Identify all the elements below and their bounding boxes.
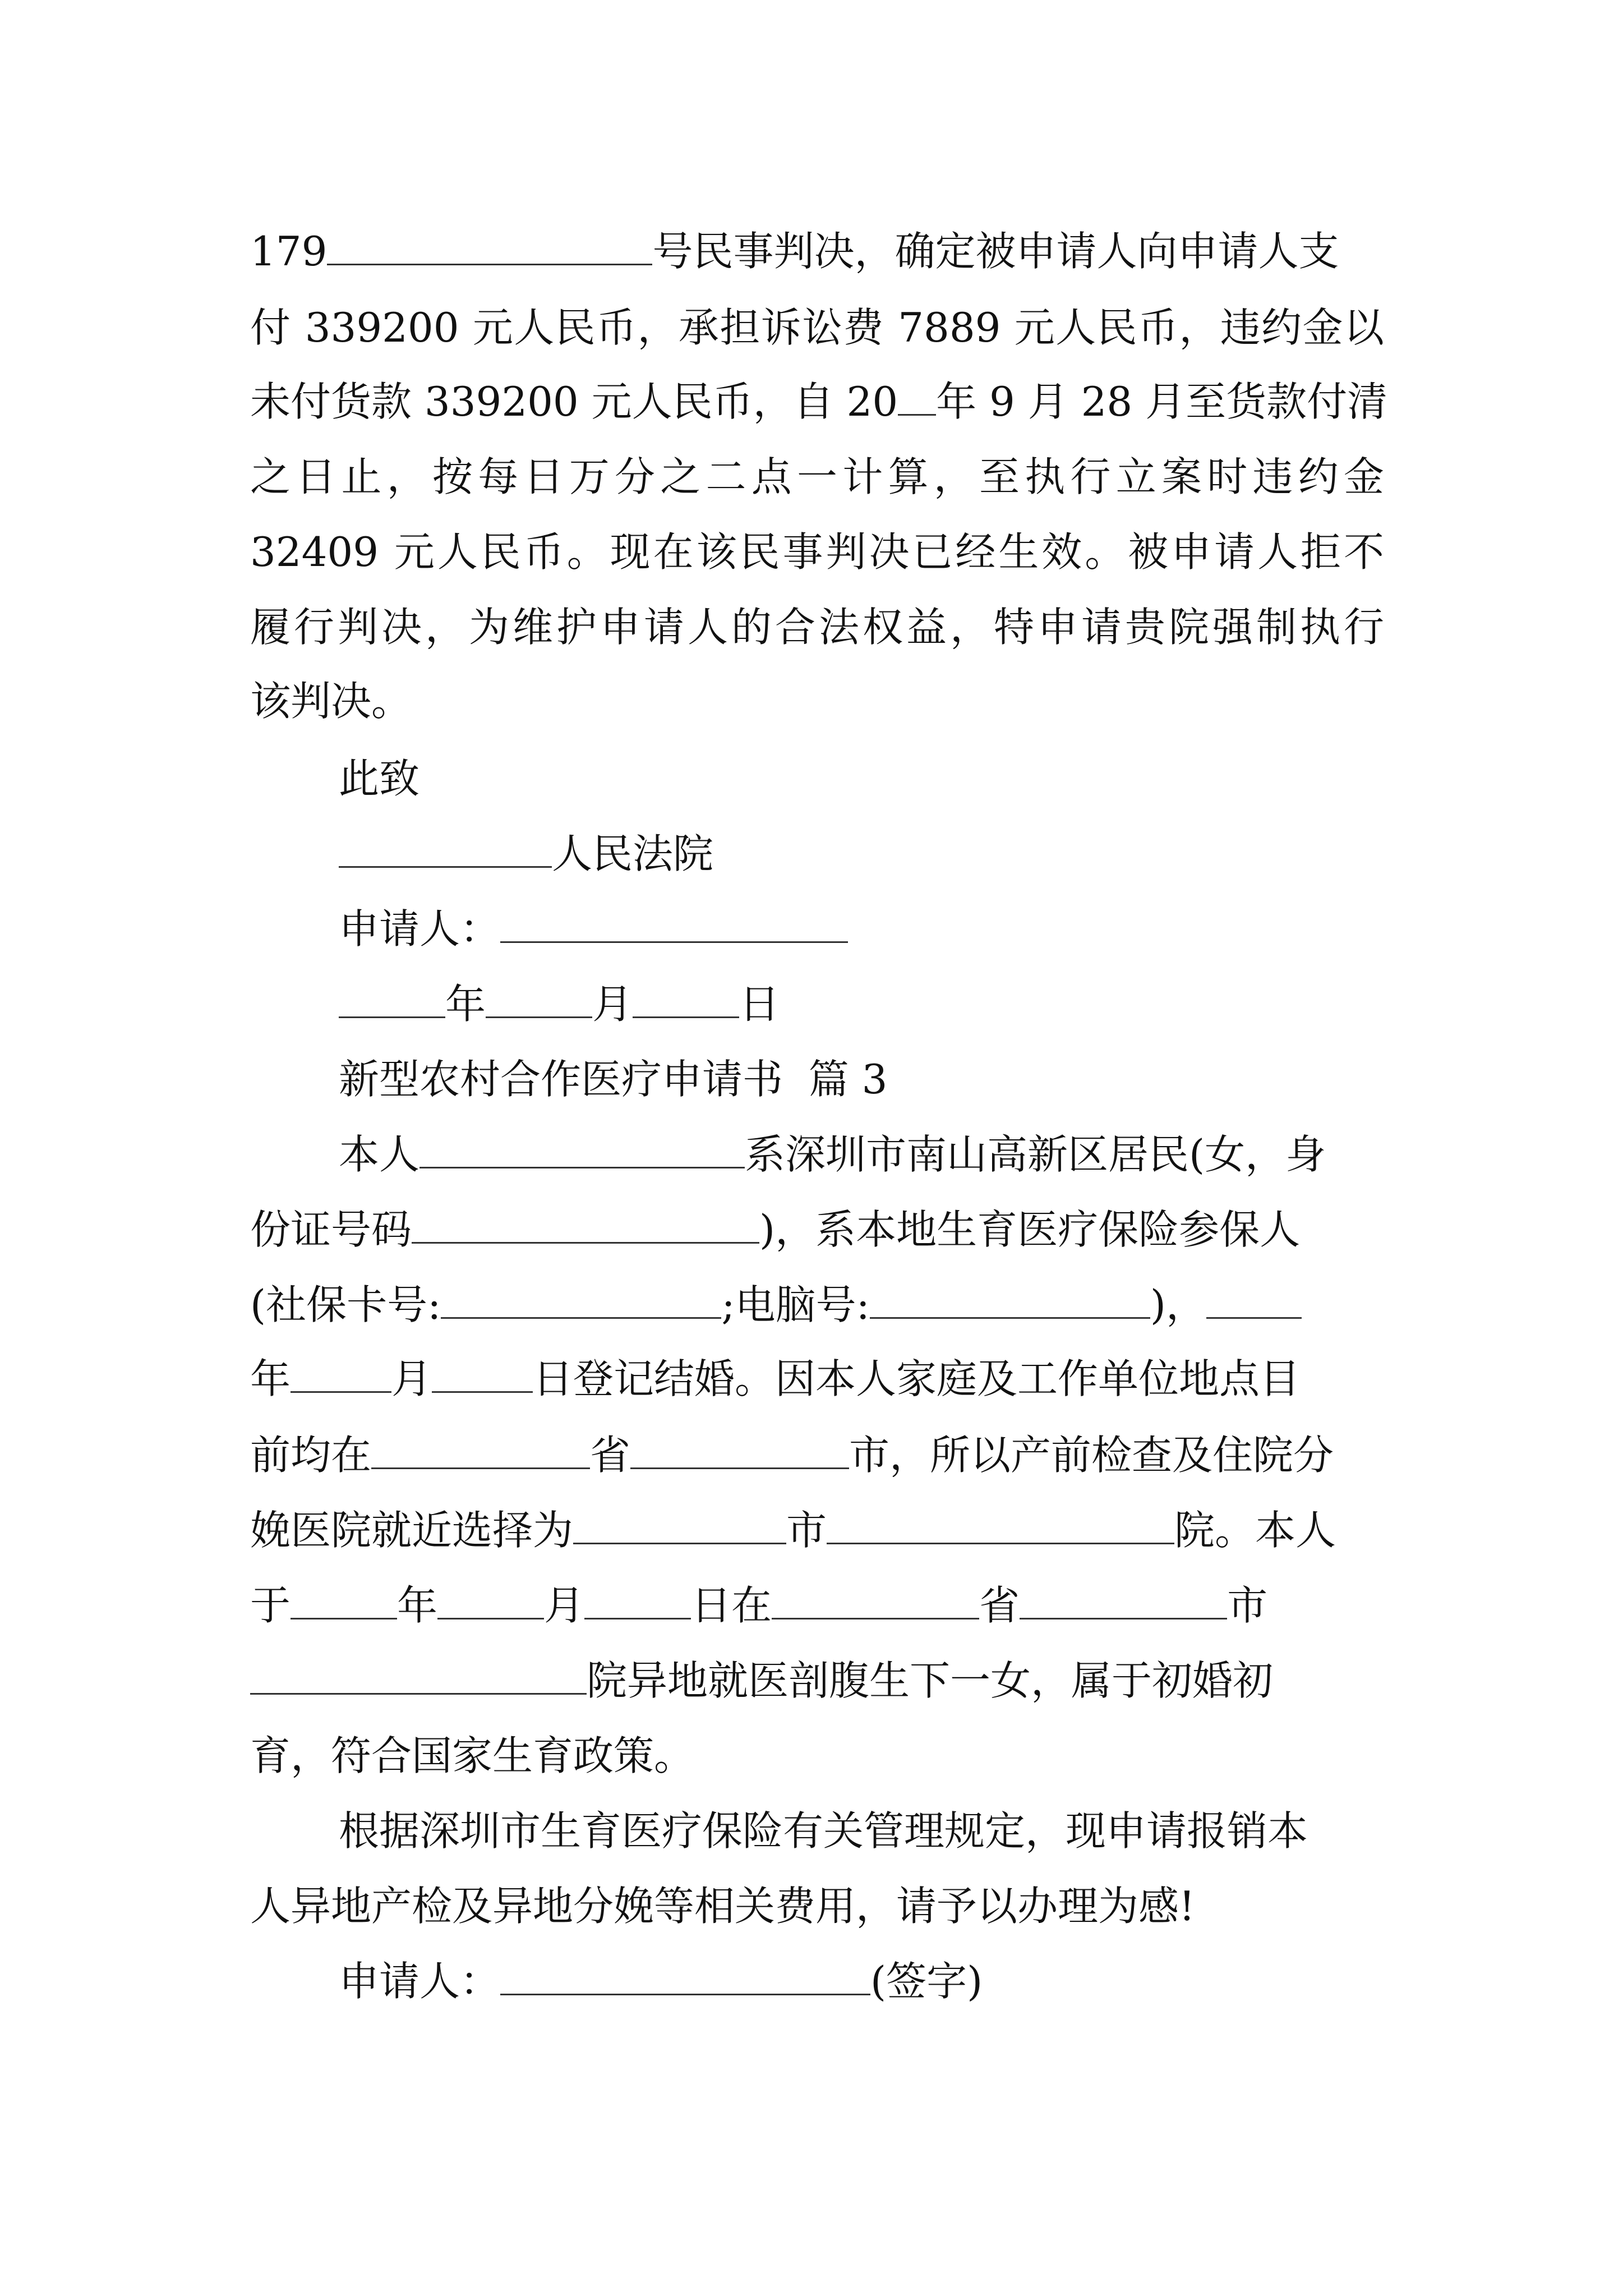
blank-field: [291, 1352, 391, 1393]
section-title: 新型农村合作医疗申请书 篇 3: [339, 1056, 888, 1103]
text: 市，所以产前检查及住院分: [849, 1432, 1334, 1479]
blank-field: [630, 1428, 849, 1469]
text: 省: [590, 1432, 631, 1479]
blank-field: [633, 977, 739, 1018]
date-line: [339, 976, 1384, 1032]
p2-line-4: [250, 1351, 1384, 1407]
p2-line-2: [250, 1202, 1384, 1258]
text: 系深圳市南山高新区居民(女，身: [745, 1131, 1326, 1178]
text: 娩医院就近选择为: [250, 1507, 574, 1554]
blank-field: [412, 1203, 759, 1244]
p2-line-7: [250, 1577, 1384, 1634]
text: 未付货款 339200 元人民币，自 20: [250, 378, 898, 425]
p2-line-5: [250, 1427, 1384, 1483]
blank-field: [339, 827, 552, 868]
text: 人民法院: [552, 830, 714, 877]
text: 院。本人: [1174, 1507, 1336, 1554]
text: 179: [250, 228, 328, 275]
text: 年 9 月 28 月至货款付清: [936, 378, 1388, 425]
p2-line-6: [250, 1502, 1384, 1558]
text: 日: [739, 981, 780, 1028]
p1-line-4: 之日止，按每日万分之二点一计算，至执行立案时违约金: [250, 453, 1384, 500]
blank-field: [1206, 1278, 1302, 1319]
p1-line-7: 该判决。: [250, 678, 412, 725]
text: ;电脑号:: [721, 1281, 870, 1328]
p3-line-1: 根据深圳市生育医疗保险有关管理规定，现申请报销本: [339, 1807, 1308, 1855]
text: 前均在: [250, 1432, 372, 1479]
blank-field: [500, 1954, 870, 1995]
p2-line-3: [250, 1277, 1384, 1333]
p1-line-6: 履行判决，为维护申请人的合法权益，特申请贵院强制执行: [250, 604, 1384, 651]
blank-field: [371, 1428, 590, 1469]
text: )，系本地生育医疗保险参保人: [759, 1206, 1301, 1253]
text: 本人: [339, 1131, 420, 1178]
text: 日登记结婚。因本人家庭及工作单位地点目: [533, 1355, 1301, 1402]
blank-field: [870, 1278, 1150, 1319]
blank-field: [250, 1654, 587, 1695]
blank-field: [437, 1579, 544, 1619]
text: 号民事判决，确定被申请人向申请人支: [652, 228, 1339, 275]
p2-line-8: [250, 1653, 1384, 1709]
text: 市: [1227, 1582, 1268, 1629]
p3-line-2: 人异地产检及异地分娩等相关费用，请予以办理为感!: [250, 1883, 1195, 1930]
text: (社保卡号:: [250, 1281, 441, 1328]
p1-line-3: [250, 374, 1388, 430]
blank-field: [573, 1503, 786, 1544]
p1-line-5: 32409 元人民币。现在该民事判决已经生效。被申请人拒不: [250, 528, 1384, 576]
signature-line: [339, 1953, 1384, 2009]
text: 院异地就医剖腹生下一女，属于初婚初: [587, 1657, 1274, 1704]
text: 日在: [691, 1582, 772, 1629]
blank-field: [584, 1579, 691, 1619]
text: 申请人：: [339, 1958, 501, 2005]
blank-field: [441, 1278, 721, 1319]
text: (签字): [870, 1958, 983, 2005]
text: 于: [250, 1582, 291, 1629]
court-line: [339, 826, 1384, 882]
text: 月: [592, 981, 633, 1028]
blank-field: [898, 375, 936, 416]
blank-field: [486, 977, 592, 1018]
p2-line-9: 育，符合国家生育政策。: [250, 1732, 695, 1779]
text: )，: [1150, 1281, 1206, 1328]
text: 年: [397, 1582, 438, 1629]
text: 月: [544, 1582, 585, 1629]
blank-field: [827, 1503, 1174, 1544]
text: 申请人：: [339, 905, 501, 953]
text: 年: [250, 1355, 291, 1402]
blank-field: [432, 1352, 533, 1393]
text: 省: [979, 1582, 1020, 1629]
p2-line-1: [339, 1126, 1384, 1182]
text: 市: [786, 1507, 827, 1554]
blank-field: [500, 902, 848, 943]
blank-field: [772, 1579, 979, 1619]
p1-line-2: 付 339200 元人民币，承担诉讼费 7889 元人民币，违约金以: [250, 304, 1384, 351]
p1-line-1: [250, 223, 1384, 279]
salutation: 此致: [339, 755, 420, 802]
text: 份证号码: [250, 1206, 412, 1253]
blank-field: [1020, 1579, 1227, 1619]
text: 年: [445, 981, 486, 1028]
blank-field: [291, 1579, 397, 1619]
applicant-line: [339, 901, 1384, 957]
text: 月: [391, 1355, 432, 1402]
blank-field: [327, 224, 652, 265]
blank-field: [339, 977, 445, 1018]
blank-field: [419, 1128, 745, 1168]
